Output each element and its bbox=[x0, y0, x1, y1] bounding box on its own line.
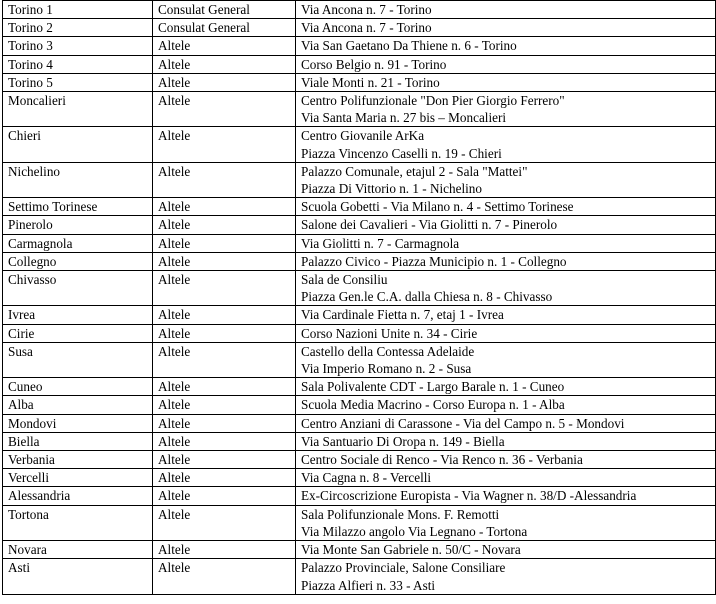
address-cell bbox=[296, 432, 716, 450]
address-line: Sala Polifunzionale Mons. F. Remotti bbox=[301, 506, 500, 522]
location-type-cell: Altele bbox=[153, 378, 296, 396]
city-cell: Chieri bbox=[3, 127, 153, 162]
address-line: Viale Monti n. 21 - Torino bbox=[301, 74, 440, 90]
address-line: Via Monte San Gabriele n. 50/C - Novara bbox=[301, 542, 521, 558]
address-line: Scuola Media Macrino - Corso Europa n. 1 - Alba bbox=[301, 397, 565, 413]
location-type-cell: Altele bbox=[153, 342, 296, 377]
location-type-cell: Altele bbox=[153, 396, 296, 414]
table-row bbox=[3, 505, 716, 540]
address-line: Palazzo Comunale, etajul 2 - Sala "Mattei" bbox=[301, 163, 528, 179]
table-row bbox=[3, 271, 716, 306]
address-line: Via Cardinale Fietta n. 7, etaj 1 - Ivrea bbox=[301, 307, 504, 323]
address-cell bbox=[296, 271, 716, 306]
address-cell bbox=[296, 162, 716, 197]
city-cell: Biella bbox=[3, 432, 153, 450]
address-cell bbox=[296, 55, 716, 73]
address-cell bbox=[296, 378, 716, 396]
city-cell: Asti bbox=[3, 559, 153, 594]
address-line: Centro Anziani di Carassone - Via del Campo n. 5 - Mondovi bbox=[301, 415, 625, 431]
location-type-cell: Altele bbox=[153, 559, 296, 594]
address-line: Piazza Alfieri n. 33 - Asti bbox=[301, 577, 436, 593]
city-cell: Vercelli bbox=[3, 469, 153, 487]
location-type-cell: Altele bbox=[153, 162, 296, 197]
city-cell: Moncalieri bbox=[3, 92, 153, 127]
location-type-cell: Altele bbox=[153, 37, 296, 55]
location-type-cell: Altele bbox=[153, 487, 296, 505]
address-line: Scuola Gobetti - Via Milano n. 4 - Settimo Torinese bbox=[301, 199, 574, 215]
location-type-cell: Altele bbox=[153, 127, 296, 162]
city-cell: Alba bbox=[3, 396, 153, 414]
address-cell bbox=[296, 487, 716, 505]
location-type-cell: Altele bbox=[153, 451, 296, 469]
table-row bbox=[3, 324, 716, 342]
address-cell bbox=[296, 1, 716, 19]
address-line: Salone dei Cavalieri - Via Giolitti n. 7 - Pinerolo bbox=[301, 217, 558, 233]
city-cell: Cuneo bbox=[3, 378, 153, 396]
address-line: Via Imperio Romano n. 2 - Susa bbox=[301, 361, 472, 377]
table-row bbox=[3, 252, 716, 270]
city-cell: Collegno bbox=[3, 252, 153, 270]
location-type-cell: Altele bbox=[153, 324, 296, 342]
table-row bbox=[3, 432, 716, 450]
table-body bbox=[3, 1, 716, 595]
address-cell bbox=[296, 19, 716, 37]
address-line: Via Milazzo angolo Via Legnano - Tortona bbox=[301, 523, 528, 539]
city-cell: Torino 4 bbox=[3, 55, 153, 73]
table-row bbox=[3, 541, 716, 559]
city-cell: Cirie bbox=[3, 324, 153, 342]
table-row bbox=[3, 162, 716, 197]
address-cell bbox=[296, 37, 716, 55]
address-cell bbox=[296, 469, 716, 487]
address-cell bbox=[296, 505, 716, 540]
address-line: Via Santuario Di Oropa n. 149 - Biella bbox=[301, 433, 505, 449]
address-line: Centro Giovanile ArKa bbox=[301, 128, 425, 144]
address-line: Via Cagna n. 8 - Vercelli bbox=[301, 470, 432, 486]
address-cell bbox=[296, 234, 716, 252]
address-cell bbox=[296, 396, 716, 414]
address-cell bbox=[296, 342, 716, 377]
table-row bbox=[3, 127, 716, 162]
address-cell bbox=[296, 73, 716, 91]
table-row bbox=[3, 234, 716, 252]
location-type-cell: Altele bbox=[153, 541, 296, 559]
address-line: Corso Belgio n. 91 - Torino bbox=[301, 56, 447, 72]
address-line: Via Santa Maria n. 27 bis – Moncalieri bbox=[301, 110, 507, 126]
table-row bbox=[3, 37, 716, 55]
city-cell: Carmagnola bbox=[3, 234, 153, 252]
address-line: Via Ancona n. 7 - Torino bbox=[301, 20, 432, 36]
location-type-cell: Altele bbox=[153, 55, 296, 73]
location-type-cell: Altele bbox=[153, 414, 296, 432]
address-line: Centro Sociale di Renco - Via Renco n. 36 - Verbania bbox=[301, 452, 583, 468]
table-row bbox=[3, 92, 716, 127]
address-line: Corso Nazioni Unite n. 34 - Cirie bbox=[301, 325, 478, 341]
address-line: Centro Polifunzionale "Don Pier Giorgio Ferrero" bbox=[301, 93, 565, 109]
location-type-cell: Altele bbox=[153, 73, 296, 91]
address-cell bbox=[296, 127, 716, 162]
table-row bbox=[3, 559, 716, 594]
location-type-cell: Altele bbox=[153, 505, 296, 540]
address-cell bbox=[296, 414, 716, 432]
table-row bbox=[3, 306, 716, 324]
city-cell: Ivrea bbox=[3, 306, 153, 324]
table-row bbox=[3, 342, 716, 377]
table-row bbox=[3, 19, 716, 37]
city-cell: Settimo Torinese bbox=[3, 198, 153, 216]
location-type-cell: Altele bbox=[153, 216, 296, 234]
location-type-cell: Altele bbox=[153, 234, 296, 252]
city-cell: Nichelino bbox=[3, 162, 153, 197]
address-cell bbox=[296, 324, 716, 342]
address-line: Piazza Gen.le C.A. dalla Chiesa n. 8 - Chivasso bbox=[301, 289, 553, 305]
table-row bbox=[3, 55, 716, 73]
table-row bbox=[3, 414, 716, 432]
city-cell: Torino 5 bbox=[3, 73, 153, 91]
address-line: Via Giolitti n. 7 - Carmagnola bbox=[301, 235, 460, 251]
table-row bbox=[3, 487, 716, 505]
address-cell bbox=[296, 198, 716, 216]
city-cell: Novara bbox=[3, 541, 153, 559]
city-cell: Chivasso bbox=[3, 271, 153, 306]
table-row bbox=[3, 73, 716, 91]
address-line: Palazzo Civico - Piazza Municipio n. 1 - Collegno bbox=[301, 253, 567, 269]
table-row bbox=[3, 378, 716, 396]
address-line: Palazzo Provinciale, Salone Consiliare bbox=[301, 560, 506, 576]
location-type-cell: Altele bbox=[153, 469, 296, 487]
address-line: Via Ancona n. 7 - Torino bbox=[301, 2, 432, 17]
table-row bbox=[3, 198, 716, 216]
address-cell bbox=[296, 252, 716, 270]
location-type-cell: Altele bbox=[153, 198, 296, 216]
city-cell: Torino 2 bbox=[3, 19, 153, 37]
city-cell: Tortona bbox=[3, 505, 153, 540]
address-line: Sala de Consiliu bbox=[301, 272, 388, 288]
location-type-cell: Consulat General bbox=[153, 19, 296, 37]
table-row bbox=[3, 469, 716, 487]
location-type-cell: Consulat General bbox=[153, 1, 296, 19]
city-cell: Pinerolo bbox=[3, 216, 153, 234]
table-row bbox=[3, 451, 716, 469]
address-cell bbox=[296, 559, 716, 594]
table-row bbox=[3, 216, 716, 234]
address-line: Via San Gaetano Da Thiene n. 6 - Torino bbox=[301, 38, 517, 54]
address-line: Sala Polivalente CDT - Largo Barale n. 1 - Cuneo bbox=[301, 379, 565, 395]
location-type-cell: Altele bbox=[153, 432, 296, 450]
city-cell: Torino 3 bbox=[3, 37, 153, 55]
location-type-cell: Altele bbox=[153, 271, 296, 306]
address-cell bbox=[296, 216, 716, 234]
polling-locations-table bbox=[2, 0, 716, 595]
table-row bbox=[3, 396, 716, 414]
city-cell: Susa bbox=[3, 342, 153, 377]
address-cell bbox=[296, 92, 716, 127]
city-cell: Torino 1 bbox=[3, 1, 153, 19]
address-line: Piazza Di Vittorio n. 1 - Nichelino bbox=[301, 181, 482, 197]
address-cell bbox=[296, 306, 716, 324]
city-cell: Mondovi bbox=[3, 414, 153, 432]
location-type-cell: Altele bbox=[153, 92, 296, 127]
address-line: Castello della Contessa Adelaide bbox=[301, 343, 475, 359]
address-cell bbox=[296, 541, 716, 559]
city-cell: Alessandria bbox=[3, 487, 153, 505]
location-type-cell: Altele bbox=[153, 252, 296, 270]
table-row bbox=[3, 1, 716, 19]
address-line: Ex-Circoscrizione Europista - Via Wagner n. 38/D -Alessandria bbox=[301, 488, 637, 504]
address-cell bbox=[296, 451, 716, 469]
address-line: Piazza Vincenzo Caselli n. 19 - Chieri bbox=[301, 145, 502, 161]
location-type-cell: Altele bbox=[153, 306, 296, 324]
city-cell: Verbania bbox=[3, 451, 153, 469]
